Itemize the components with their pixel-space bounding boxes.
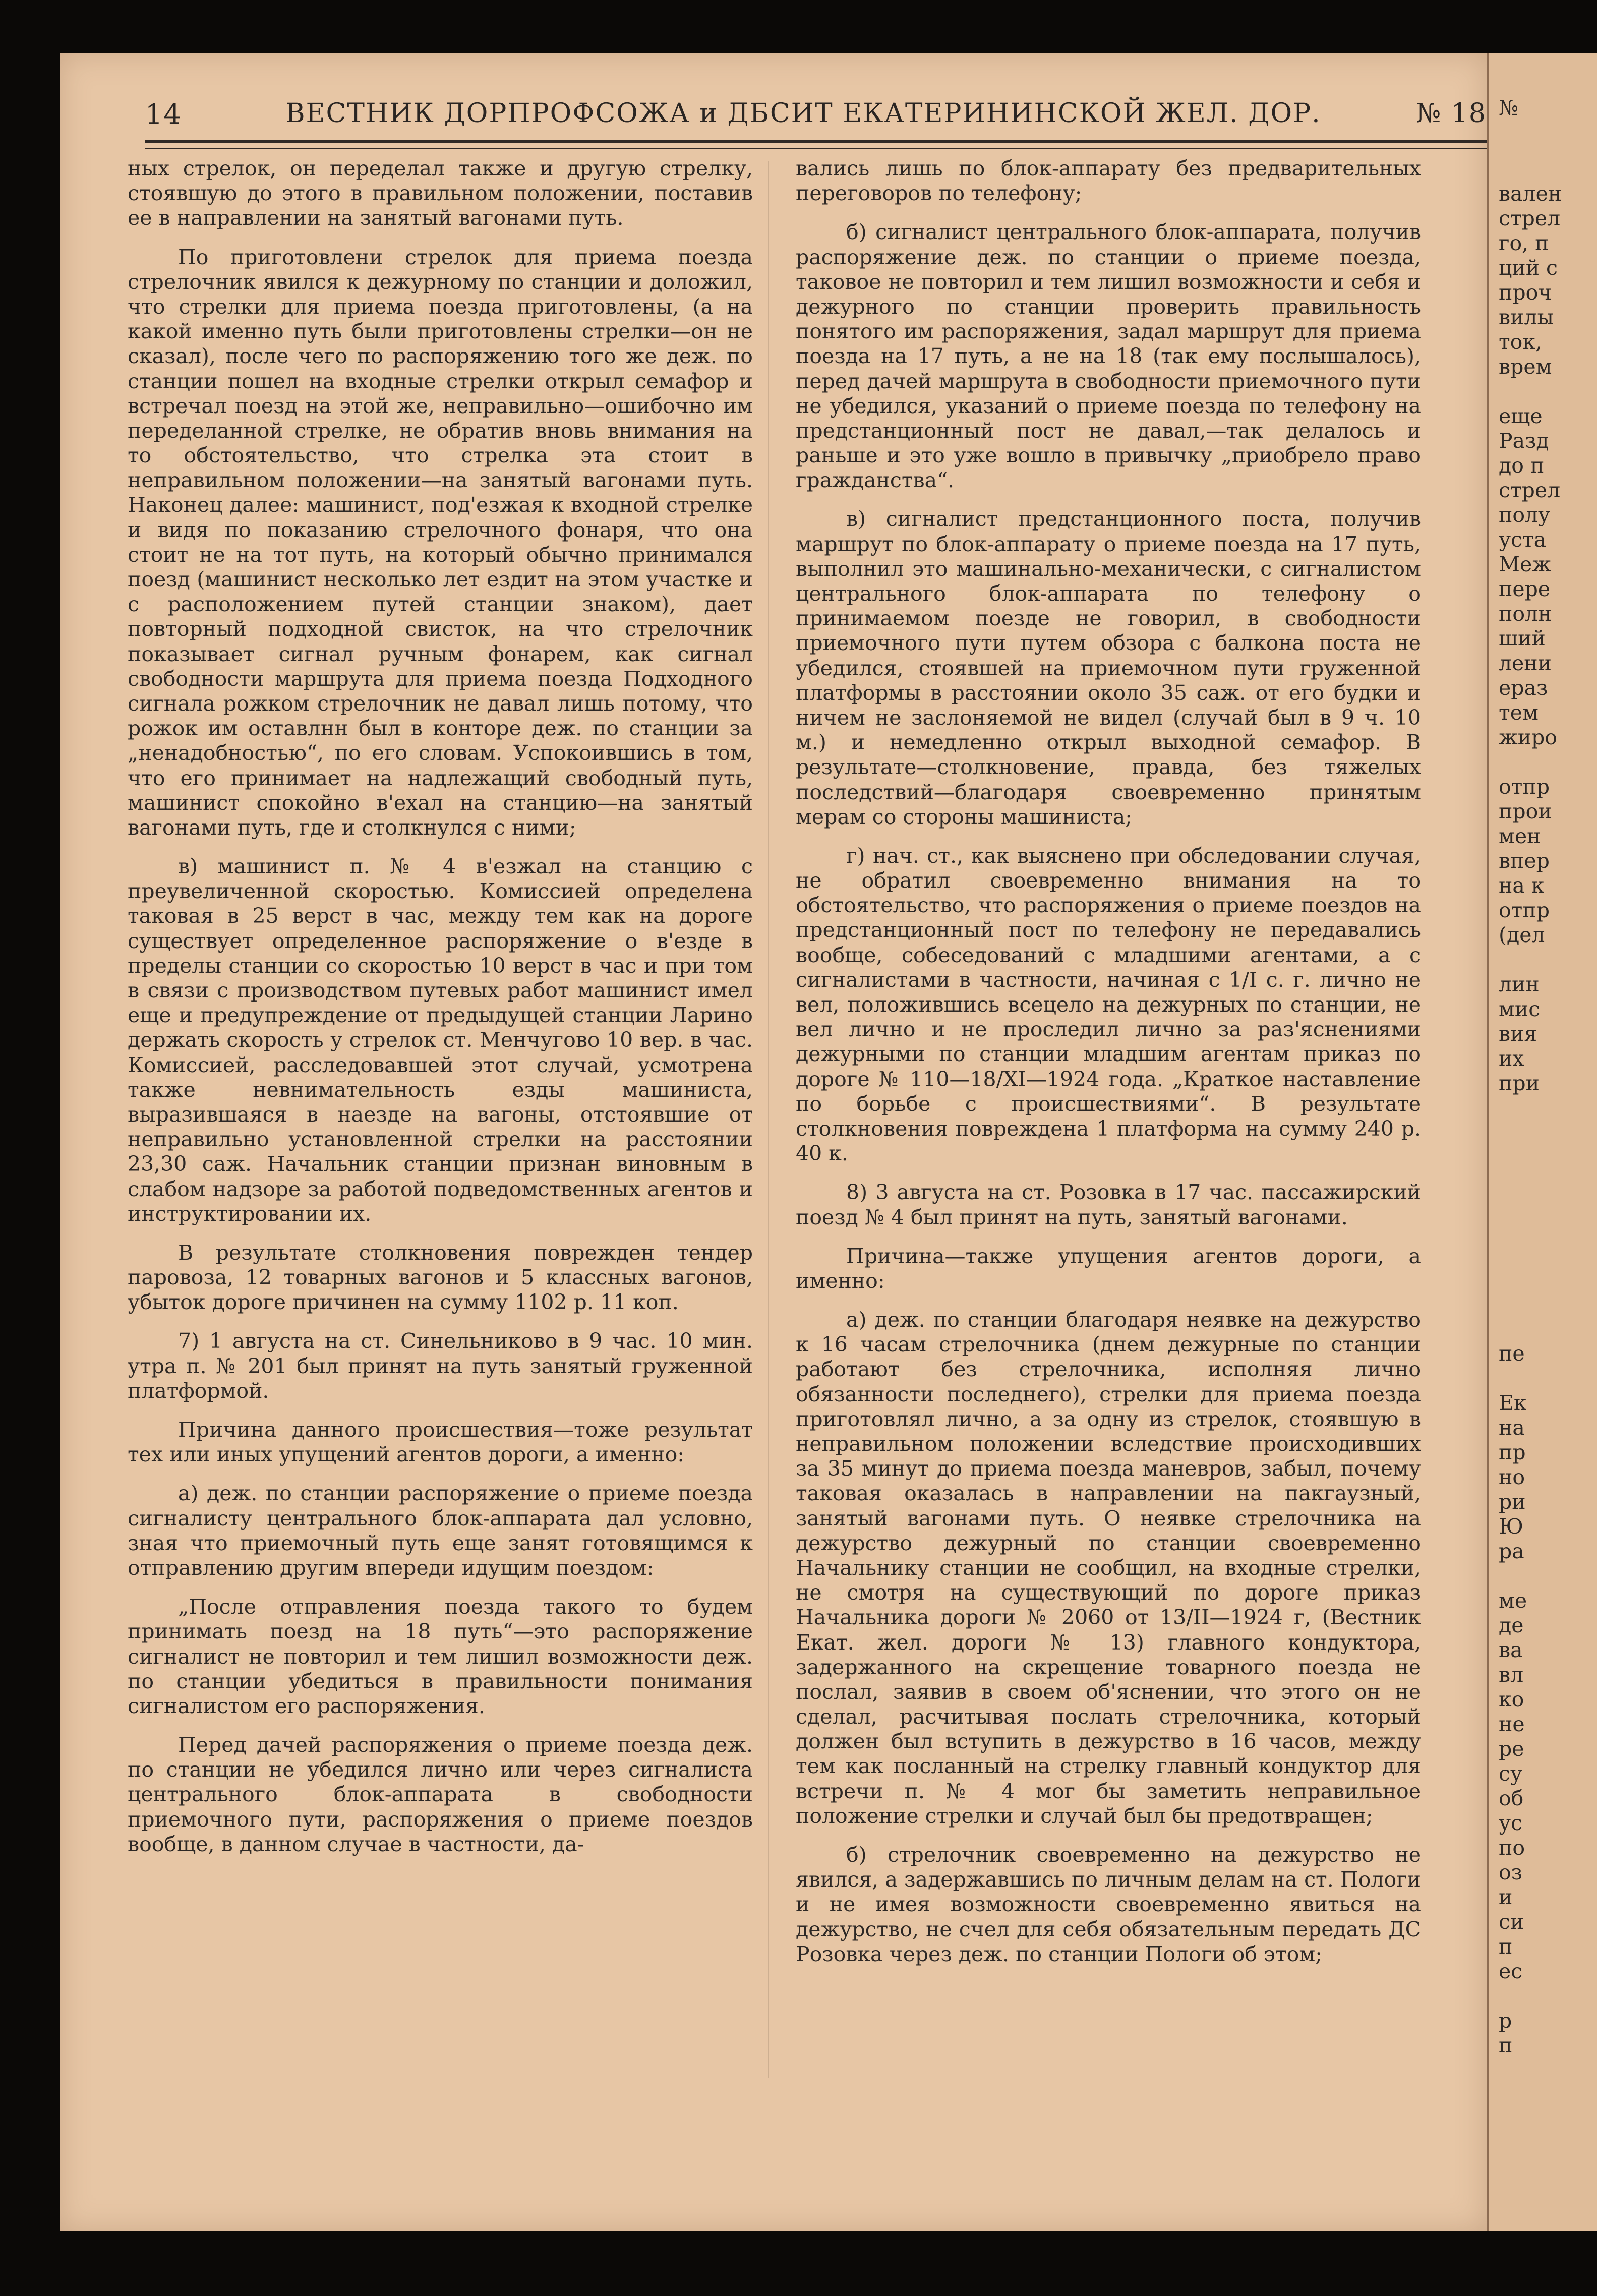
adjacent-line: Меж — [1499, 552, 1551, 576]
adjacent-line: вален — [1499, 182, 1562, 206]
adjacent-line — [1499, 1984, 1597, 2009]
paragraph: а) деж. по станции распоряжение о приеме поезда сигналисту центрального блок-аппарата дал условно, зная что приемочный путь еще занят готовящимся к отправлению другим впереди идущим поездом: — [128, 1481, 753, 1580]
running-head: ВЕСТНИК ДОРПРОФСОЖА и ДБСИТ ЕКАТЕРИНИНСКОЙ ЖЕЛ. ДОР. — [285, 98, 1321, 129]
adjacent-line — [1499, 1366, 1597, 1391]
adjacent-line: ме — [1499, 1588, 1527, 1613]
adjacent-line: уста — [1499, 527, 1547, 552]
paragraph: 8) 3 августа на ст. Розовка в 17 час. пассажирский поезд № 4 был принят на путь, занятый вагонами. — [796, 1180, 1421, 1229]
paragraph: ных стрелок, он переделал также и другую стрелку, стоявшую до этого в правильном положении, поставив ее в направлении на занятый вагонами путь. — [128, 156, 753, 230]
adjacent-line: стрел — [1499, 206, 1561, 230]
adjacent-line: тем — [1499, 700, 1539, 725]
adjacent-line: ра — [1499, 1539, 1524, 1563]
adjacent-line: жиро — [1499, 725, 1557, 749]
adjacent-line: ераз — [1499, 676, 1548, 700]
adjacent-line: лени — [1499, 651, 1552, 675]
column-divider — [768, 161, 769, 2078]
paragraph: Причина данного происшествия—тоже результат тех или иных упущений агентов дороги, а именно: — [128, 1418, 753, 1467]
adjacent-page-text-upper — [1499, 182, 1597, 1096]
adjacent-line: Ю — [1499, 1514, 1523, 1539]
right-column — [796, 156, 1421, 2148]
adjacent-line: проч — [1499, 280, 1552, 305]
paragraph: б) сигналист центрального блок-аппарата, получив распоряжение деж. по станции о приеме поезда, таковое не повторил и тем лишил возможности и себя и дежурного по станции проверить правильность понятого им распоряжения, задал маршрут для приема поезда на 17 путь, а не на 18 (так ему послышалось), перед дачей маршрута в свободности приемочного пути не убедился, указаний о приеме поезда по телефону на предстанционный пост не давал,—так делалось и раньше и это уже вошло в привычку „приобрело право гражданства“. — [796, 220, 1421, 493]
header-rule — [145, 140, 1487, 149]
adjacent-line: вл — [1499, 1663, 1524, 1687]
adjacent-line — [1499, 948, 1597, 972]
adjacent-line: лин — [1499, 972, 1540, 996]
issue-number: № 18 — [1416, 98, 1487, 129]
adjacent-line: р — [1499, 2009, 1512, 2033]
adjacent-line: ший — [1499, 626, 1546, 651]
adjacent-line: ва — [1499, 1638, 1523, 1662]
adjacent-line: не — [1499, 1712, 1525, 1736]
adjacent-line: п — [1499, 2033, 1513, 2057]
adjacent-line: су — [1499, 1761, 1523, 1786]
paragraph: б) стрелочник своевременно на дежурство не явился, а задержавшись по личным делам на ст. Пологи и не имея возможности своевременно явиться на дежурство, не счел для себя обязательным передать ДС Розовка через деж. по станции Пологи об этом; — [796, 1843, 1421, 1966]
page-number: 14 — [145, 98, 182, 130]
adjacent-line: полу — [1499, 503, 1551, 527]
adjacent-line: вия — [1499, 1022, 1537, 1046]
adjacent-line: го, п — [1499, 231, 1549, 255]
adjacent-line: ток, — [1499, 330, 1543, 354]
paragraph: Перед дачей распоряжения о приеме поезда деж. по станции не убедился лично или через сигналиста центрального блок-аппарата в свободности приемочного пути, распоряжения о приеме поездов вообще, в данном случае в частности, да- — [128, 1733, 753, 1856]
paragraph: „После отправления поезда такого то будем принимать поезд на 18 путь“—это распоряжение сигналист не повторил и тем лишил возможности деж. по станции убедиться в правильности понимания сигналистом его распоряжения. — [128, 1595, 753, 1718]
adjacent-line: ций с — [1499, 256, 1558, 280]
adjacent-line — [1499, 379, 1597, 404]
paragraph: По приготовлени стрелок для приема поезда стрелочник явился к дежурному по станции и доложил, что стрелки для приема поезда приготовлены, (а на какой именно путь были приготовлены стрелки—он не сказал), после чего по распоряжению того же деж. по станции пошел на входные стрелки открыл семафор и встречал поезд на этой же, неправильно—ошибочно им переделанной стрелке, не обратив вновь внимания на то обстоятельство, что стрелка эта стоит в неправильном положении—на занятый вагонами путь. Наконец далее: машинист, под'езжая к входной стрелке и видя по показанию стрелочного фонаря, что она стоит не на тот путь, на который обычно принимался поезд (машинист несколько лет ездит на этом участке и с расположением путей станции знаком), дает повторный подходной свисток, на что стрелочник показывает сигнал ручным фонарем, как сигнал свободности маршрута для приема поезда Подходного сигнала рожком стрелочник не давал лишь потому, что рожок им оставлнн был в конторе деж. по станции за „ненадобностью“, по его словам. Успокоившись в том, что его принимает на надлежащий свободный путь, машинист спокойно в'ехал на станцию—на занятый вагонами путь, где и столкнулся с ними; — [128, 245, 753, 840]
adjacent-line: де — [1499, 1613, 1524, 1637]
adjacent-page-text-lower — [1499, 1341, 1597, 2058]
paragraph: в) машинист п. № 4 в'езжал на станцию с преувеличенной скоростью. Комиссией определена таковая в 25 верст в час, между тем как на дороге существует определенное распоряжение о в'езде в пределы станции со скоростью 10 верст в час и при том в связи с производством путевых работ машинист имел еще и предупреждение от предыдущей станции Ларино держать скорость у стрелок ст. Менчугово 10 вер. в час. Комиссией, расследовавшей этот случай, усмотрена также невнимательность езды машиниста, выразившаяся в наезде на вагоны, отстоявшие от неправильно установленной стрелки на расстоянии 23,30 саж. Начальник станции признан виновным в слабом надзоре за работой подведомственных агентов и инструктировании их. — [128, 854, 753, 1226]
adjacent-line: отпр — [1499, 775, 1550, 799]
adjacent-line: их — [1499, 1046, 1524, 1071]
adjacent-line: пр — [1499, 1440, 1526, 1464]
paragraph: В результате столкновения поврежден тендер паровоза, 12 товарных вагонов и 5 классных вагонов, убыток дороге причинен на сумму 1102 р. 11 коп. — [128, 1240, 753, 1315]
adjacent-line: но — [1499, 1465, 1525, 1489]
left-column — [128, 156, 753, 2148]
adjacent-line: и — [1499, 1885, 1513, 1909]
adjacent-line: пере — [1499, 577, 1551, 601]
adjacent-line: ес — [1499, 1959, 1523, 1983]
adjacent-line: прои — [1499, 799, 1552, 823]
adjacent-line: на — [1499, 1416, 1525, 1440]
adjacent-page-number: № — [1499, 96, 1518, 120]
adjacent-line: си — [1499, 1910, 1524, 1934]
adjacent-line: ре — [1499, 1737, 1524, 1761]
adjacent-line: вилы — [1499, 305, 1554, 329]
paragraph: в) сигналист предстанционного поста, получив маршрут по блок-аппарату о приеме поезда на 17 путь, выполнил это машинально-механически, с сигналистом центрального блок-аппарата по телефону о принимаемом поезде не говорил, в свободности приемочного пути путем обзора с балкона поста не убедился, стоявшей на приемочном пути груженной платформы в расстоянии около 35 саж. от его будки и ничем не заслоняемой не видел (случай был в 9 ч. 10 м.) и немедленно открыл выходной семафор. В результате—столкновение, правда, без тяжелых последствий—благодаря своевременно принятым мерам со стороны машиниста; — [796, 507, 1421, 829]
adjacent-line: ко — [1499, 1687, 1524, 1712]
paragraph: 7) 1 августа на ст. Синельниково в 9 час. 10 мин. утра п. № 201 был принят на путь занятый груженной платформой. — [128, 1329, 753, 1403]
adjacent-line: (дел — [1499, 923, 1545, 947]
adjacent-line: Ек — [1499, 1391, 1527, 1415]
adjacent-line: при — [1499, 1071, 1540, 1095]
paragraph: г) нач. ст., как выяснено при обследовании случая, не обратил своевременно внимания на то обстоятельство, что распоряжения о приеме поездов на предстанционный пост по телефону не передавались вообще, собеседований с младшими агентами, а с сигналистами в частности, начиная с 1/I с. г. лично не вел, положившись всецело на дежурных по станции, не вел лично и не проследил лично за раз'яснениями дежурными по станции младшим агентам приказ по дороге № 110—18/XI—1924 года. „Краткое наставление по борьбе с происшествиями“. В результате столкновения повреждена 1 платформа на сумму 240 р. 40 к. — [796, 843, 1421, 1166]
adjacent-line: пе — [1499, 1341, 1525, 1366]
adjacent-line: мен — [1499, 824, 1541, 848]
adjacent-line: об — [1499, 1786, 1524, 1810]
adjacent-line: на к — [1499, 873, 1545, 898]
adjacent-line: ус — [1499, 1811, 1523, 1835]
adjacent-line: оз — [1499, 1860, 1523, 1885]
adjacent-line: до п — [1499, 453, 1545, 478]
adjacent-line: отпр — [1499, 898, 1550, 922]
adjacent-line: Разд — [1499, 429, 1549, 453]
paragraph: Причина—также упущения агентов дороги, а именно: — [796, 1244, 1421, 1293]
adjacent-line — [1499, 1564, 1597, 1588]
newspaper-page — [60, 53, 1487, 2231]
paragraph: вались лишь по блок-аппарату без предварительных переговоров по телефону; — [796, 156, 1421, 206]
paragraph: а) деж. по станции благодаря неявке на дежурство к 16 часам стрелочника (днем дежурные по станции работают без стрелочника, исполняя лично обязанности последнего), стрелки для приема поезда приготовлял лично, а за одну из стрелок, стоявшую в неправильном положении вследствие происходивших за 35 минут до приема поезда маневров, забыл, почему таковая оказалась в направлении на пакгаузный, занятый вагонами путь. О неявке стрелочника на дежурство дежурный по станции своевременно Начальнику станции не сообщил, на входные стрелки, не смотря на существующий по дороге приказ Начальника дороги № 2060 от 13/II—1924 г, (Вестник Екат. жел. дороги № 13) главного кондуктора, задержанного на скрещение товарного поезда не послал, заявив в своем об'яснении, что этого он не сделал, расчитывая послать стрелочника, который должен был вступить в дежурство в 16 часов, между тем как посланный на стрелку главный кондуктор для встречи п. № 4 мог бы заметить неправильное положение стрелки и случай был бы предотвращен; — [796, 1308, 1421, 1828]
adjacent-line: стрел — [1499, 478, 1561, 502]
adjacent-line: еще — [1499, 404, 1543, 428]
adjacent-line: по — [1499, 1836, 1525, 1860]
adjacent-line: мис — [1499, 997, 1541, 1021]
adjacent-line: врем — [1499, 355, 1552, 379]
adjacent-line — [1499, 750, 1597, 775]
adjacent-line: п — [1499, 1934, 1513, 1959]
adjacent-line: впер — [1499, 849, 1550, 873]
adjacent-page-fragment — [1487, 53, 1597, 2231]
adjacent-line: ри — [1499, 1490, 1526, 1514]
adjacent-line: полн — [1499, 602, 1552, 626]
